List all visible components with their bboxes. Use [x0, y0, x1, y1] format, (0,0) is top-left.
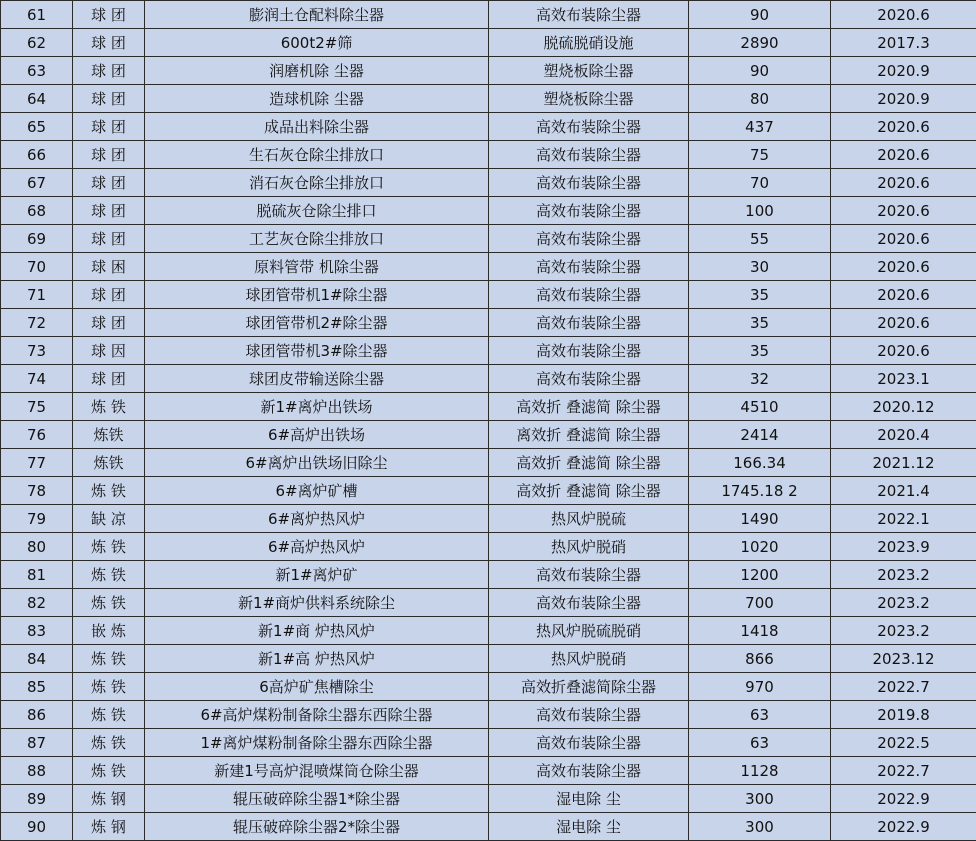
- cell-capacity: 2890: [689, 29, 831, 57]
- cell-date: 2022.5: [831, 729, 976, 757]
- cell-row-number: 67: [1, 169, 73, 197]
- cell-capacity: 300: [689, 813, 831, 841]
- cell-capacity: 100: [689, 197, 831, 225]
- table-row: [1, 701, 976, 729]
- cell-department: 炼 钢: [73, 813, 145, 841]
- cell-facility-name: 辊压破碎除尘器1*除尘器: [145, 785, 489, 813]
- cell-row-number: 66: [1, 141, 73, 169]
- cell-treatment-type: 高效折叠滤简除尘器: [489, 673, 689, 701]
- cell-treatment-type: 塑烧板除尘器: [489, 85, 689, 113]
- cell-department: 球 团: [73, 141, 145, 169]
- cell-department: 炼 铁: [73, 533, 145, 561]
- cell-treatment-type: 热风炉脱硝: [489, 533, 689, 561]
- cell-capacity: 63: [689, 729, 831, 757]
- cell-facility-name: 造球机除 尘器: [145, 85, 489, 113]
- cell-date: 2023.9: [831, 533, 976, 561]
- cell-date: 2023.2: [831, 589, 976, 617]
- cell-capacity: 1418: [689, 617, 831, 645]
- table-row: [1, 421, 976, 449]
- cell-treatment-type: 热风炉脱硫脱硝: [489, 617, 689, 645]
- cell-date: 2020.6: [831, 225, 976, 253]
- cell-date: 2023.1: [831, 365, 976, 393]
- cell-row-number: 75: [1, 393, 73, 421]
- cell-capacity: 30: [689, 253, 831, 281]
- cell-treatment-type: 高效布装除尘器: [489, 197, 689, 225]
- cell-department: 炼 铁: [73, 477, 145, 505]
- table-row: [1, 281, 976, 309]
- cell-department: 嵌 炼: [73, 617, 145, 645]
- cell-treatment-type: 高效布装除尘器: [489, 253, 689, 281]
- cell-capacity: 75: [689, 141, 831, 169]
- cell-department: 球 团: [73, 225, 145, 253]
- table-row: [1, 477, 976, 505]
- cell-capacity: 80: [689, 85, 831, 113]
- cell-row-number: 63: [1, 57, 73, 85]
- cell-department: 炼 铁: [73, 701, 145, 729]
- cell-treatment-type: 高效布装除尘器: [489, 141, 689, 169]
- table-row: [1, 393, 976, 421]
- cell-department: 炼铁: [73, 421, 145, 449]
- cell-date: 2020.12: [831, 393, 976, 421]
- cell-capacity: 700: [689, 589, 831, 617]
- cell-capacity: 4510: [689, 393, 831, 421]
- cell-date: 2022.9: [831, 813, 976, 841]
- cell-date: 2020.9: [831, 57, 976, 85]
- table-row: [1, 505, 976, 533]
- cell-facility-name: 辊压破碎除尘器2*除尘器: [145, 813, 489, 841]
- cell-treatment-type: 高效布装除尘器: [489, 169, 689, 197]
- cell-facility-name: 膨润土仓配料除尘器: [145, 1, 489, 29]
- cell-treatment-type: 高效折 叠滤简 除尘器: [489, 393, 689, 421]
- cell-row-number: 64: [1, 85, 73, 113]
- table-row: [1, 85, 976, 113]
- cell-capacity: 32: [689, 365, 831, 393]
- table-row: [1, 197, 976, 225]
- cell-row-number: 88: [1, 757, 73, 785]
- cell-row-number: 77: [1, 449, 73, 477]
- cell-facility-name: 球团皮带输送除尘器: [145, 365, 489, 393]
- cell-row-number: 61: [1, 1, 73, 29]
- cell-department: 球 团: [73, 1, 145, 29]
- cell-department: 炼 铁: [73, 589, 145, 617]
- cell-row-number: 69: [1, 225, 73, 253]
- table-row: [1, 57, 976, 85]
- cell-date: 2022.7: [831, 673, 976, 701]
- cell-row-number: 65: [1, 113, 73, 141]
- cell-date: 2023.2: [831, 617, 976, 645]
- cell-facility-name: 6高炉矿焦槽除尘: [145, 673, 489, 701]
- cell-facility-name: 成品出料除尘器: [145, 113, 489, 141]
- cell-department: 球 团: [73, 197, 145, 225]
- cell-row-number: 81: [1, 561, 73, 589]
- cell-capacity: 1490: [689, 505, 831, 533]
- cell-department: 球 团: [73, 85, 145, 113]
- cell-capacity: 90: [689, 1, 831, 29]
- cell-treatment-type: 高效布装除尘器: [489, 365, 689, 393]
- table-row: [1, 533, 976, 561]
- cell-facility-name: 1#离炉煤粉制备除尘器东西除尘器: [145, 729, 489, 757]
- cell-department: 炼 钢: [73, 785, 145, 813]
- cell-capacity: 70: [689, 169, 831, 197]
- cell-date: 2020.6: [831, 281, 976, 309]
- table-body: [1, 1, 976, 841]
- cell-treatment-type: 热风炉脱硝: [489, 645, 689, 673]
- cell-treatment-type: 湿电除 尘: [489, 813, 689, 841]
- cell-facility-name: 新1#离炉出铁场: [145, 393, 489, 421]
- table-row: [1, 309, 976, 337]
- cell-row-number: 62: [1, 29, 73, 57]
- cell-capacity: 63: [689, 701, 831, 729]
- cell-date: 2020.6: [831, 1, 976, 29]
- cell-row-number: 78: [1, 477, 73, 505]
- cell-department: 炼 铁: [73, 561, 145, 589]
- table-row: [1, 29, 976, 57]
- cell-facility-name: 6#离炉热风炉: [145, 505, 489, 533]
- cell-capacity: 35: [689, 337, 831, 365]
- cell-row-number: 80: [1, 533, 73, 561]
- cell-facility-name: 新1#高 炉热风炉: [145, 645, 489, 673]
- cell-department: 球 困: [73, 253, 145, 281]
- cell-date: 2020.6: [831, 309, 976, 337]
- cell-row-number: 87: [1, 729, 73, 757]
- cell-date: 2020.9: [831, 85, 976, 113]
- cell-row-number: 70: [1, 253, 73, 281]
- cell-row-number: 76: [1, 421, 73, 449]
- cell-capacity: 90: [689, 57, 831, 85]
- cell-department: 炼 铁: [73, 729, 145, 757]
- cell-capacity: 1745.18 2: [689, 477, 831, 505]
- cell-treatment-type: 高效布装除尘器: [489, 337, 689, 365]
- table-row: [1, 1, 976, 29]
- cell-treatment-type: 高效布装除尘器: [489, 589, 689, 617]
- cell-treatment-type: 高效布装除尘器: [489, 561, 689, 589]
- cell-department: 球 团: [73, 113, 145, 141]
- table-row: [1, 589, 976, 617]
- cell-row-number: 71: [1, 281, 73, 309]
- table-row: [1, 141, 976, 169]
- cell-facility-name: 工艺灰仓除尘排放口: [145, 225, 489, 253]
- cell-facility-name: 润磨机除 尘器: [145, 57, 489, 85]
- cell-date: 2023.2: [831, 561, 976, 589]
- cell-capacity: 35: [689, 309, 831, 337]
- cell-facility-name: 新建1号高炉混喷煤筒仓除尘器: [145, 757, 489, 785]
- cell-facility-name: 原料管带 机除尘器: [145, 253, 489, 281]
- cell-date: 2022.1: [831, 505, 976, 533]
- cell-facility-name: 球团管带机3#除尘器: [145, 337, 489, 365]
- cell-capacity: 35: [689, 281, 831, 309]
- cell-date: 2017.3: [831, 29, 976, 57]
- cell-row-number: 73: [1, 337, 73, 365]
- table-row: [1, 253, 976, 281]
- cell-department: 球 团: [73, 309, 145, 337]
- cell-department: 缺 凉: [73, 505, 145, 533]
- cell-row-number: 90: [1, 813, 73, 841]
- cell-row-number: 89: [1, 785, 73, 813]
- cell-department: 炼 铁: [73, 673, 145, 701]
- cell-row-number: 74: [1, 365, 73, 393]
- cell-facility-name: 6#离炉矿槽: [145, 477, 489, 505]
- cell-treatment-type: 脱硫脱硝设施: [489, 29, 689, 57]
- cell-department: 炼 铁: [73, 393, 145, 421]
- cell-date: 2020.6: [831, 253, 976, 281]
- cell-department: 球 团: [73, 365, 145, 393]
- cell-department: 球 团: [73, 29, 145, 57]
- table-row: [1, 757, 976, 785]
- cell-capacity: 1200: [689, 561, 831, 589]
- cell-facility-name: 生石灰仓除尘排放口: [145, 141, 489, 169]
- cell-treatment-type: 高效布装除尘器: [489, 1, 689, 29]
- cell-facility-name: 6#高炉热风炉: [145, 533, 489, 561]
- cell-date: 2021.12: [831, 449, 976, 477]
- table-row: [1, 561, 976, 589]
- cell-capacity: 437: [689, 113, 831, 141]
- cell-treatment-type: 湿电除 尘: [489, 785, 689, 813]
- cell-treatment-type: 离效折 叠滤简 除尘器: [489, 421, 689, 449]
- cell-treatment-type: 高效布装除尘器: [489, 225, 689, 253]
- cell-date: 2020.6: [831, 141, 976, 169]
- cell-row-number: 72: [1, 309, 73, 337]
- cell-date: 2022.7: [831, 757, 976, 785]
- cell-treatment-type: 高效布装除尘器: [489, 757, 689, 785]
- cell-facility-name: 球团管带机1#除尘器: [145, 281, 489, 309]
- cell-capacity: 970: [689, 673, 831, 701]
- cell-row-number: 85: [1, 673, 73, 701]
- cell-capacity: 866: [689, 645, 831, 673]
- cell-capacity: 1020: [689, 533, 831, 561]
- cell-treatment-type: 高效布装除尘器: [489, 309, 689, 337]
- cell-capacity: 1128: [689, 757, 831, 785]
- cell-department: 炼 铁: [73, 757, 145, 785]
- cell-capacity: 300: [689, 785, 831, 813]
- cell-department: 球 团: [73, 281, 145, 309]
- cell-row-number: 79: [1, 505, 73, 533]
- cell-department: 球 因: [73, 337, 145, 365]
- cell-treatment-type: 高效折 叠滤简 除尘器: [489, 449, 689, 477]
- cell-treatment-type: 高效布装除尘器: [489, 729, 689, 757]
- cell-date: 2020.6: [831, 197, 976, 225]
- cell-row-number: 83: [1, 617, 73, 645]
- cell-date: 2021.4: [831, 477, 976, 505]
- cell-department: 球 团: [73, 169, 145, 197]
- table-row: [1, 813, 976, 841]
- cell-date: 2020.4: [831, 421, 976, 449]
- cell-department: 炼铁: [73, 449, 145, 477]
- cell-facility-name: 新1#离炉矿: [145, 561, 489, 589]
- cell-capacity: 2414: [689, 421, 831, 449]
- cell-treatment-type: 高效布装除尘器: [489, 701, 689, 729]
- cell-facility-name: 新1#商 炉热风炉: [145, 617, 489, 645]
- cell-treatment-type: 高效折 叠滤简 除尘器: [489, 477, 689, 505]
- cell-date: 2020.6: [831, 169, 976, 197]
- cell-date: 2020.6: [831, 337, 976, 365]
- cell-facility-name: 新1#商炉供料系统除尘: [145, 589, 489, 617]
- cell-facility-name: 6#高炉出铁场: [145, 421, 489, 449]
- cell-facility-name: 6#高炉煤粉制备除尘器东西除尘器: [145, 701, 489, 729]
- cell-department: 炼 铁: [73, 645, 145, 673]
- table-row: [1, 449, 976, 477]
- table-row: [1, 113, 976, 141]
- table-row: [1, 729, 976, 757]
- cell-row-number: 68: [1, 197, 73, 225]
- table-row: [1, 225, 976, 253]
- cell-facility-name: 600t2#筛: [145, 29, 489, 57]
- cell-date: 2019.8: [831, 701, 976, 729]
- table-row: [1, 337, 976, 365]
- cell-facility-name: 消石灰仓除尘排放口: [145, 169, 489, 197]
- cell-row-number: 84: [1, 645, 73, 673]
- table-row: [1, 617, 976, 645]
- table-row: [1, 365, 976, 393]
- cell-capacity: 55: [689, 225, 831, 253]
- table-row: [1, 673, 976, 701]
- table-row: [1, 785, 976, 813]
- cell-facility-name: 脱硫灰仓除尘排口: [145, 197, 489, 225]
- cell-treatment-type: 热风炉脱硫: [489, 505, 689, 533]
- cell-treatment-type: 高效布装除尘器: [489, 281, 689, 309]
- cell-department: 球 团: [73, 57, 145, 85]
- cell-date: 2020.6: [831, 113, 976, 141]
- cell-facility-name: 球团管带机2#除尘器: [145, 309, 489, 337]
- cell-row-number: 82: [1, 589, 73, 617]
- cell-capacity: 166.34: [689, 449, 831, 477]
- cell-treatment-type: 高效布装除尘器: [489, 113, 689, 141]
- cell-date: 2022.9: [831, 785, 976, 813]
- cell-facility-name: 6#离炉出铁场旧除尘: [145, 449, 489, 477]
- cell-treatment-type: 塑烧板除尘器: [489, 57, 689, 85]
- table-row: [1, 645, 976, 673]
- cell-date: 2023.12: [831, 645, 976, 673]
- cell-row-number: 86: [1, 701, 73, 729]
- table-row: [1, 169, 976, 197]
